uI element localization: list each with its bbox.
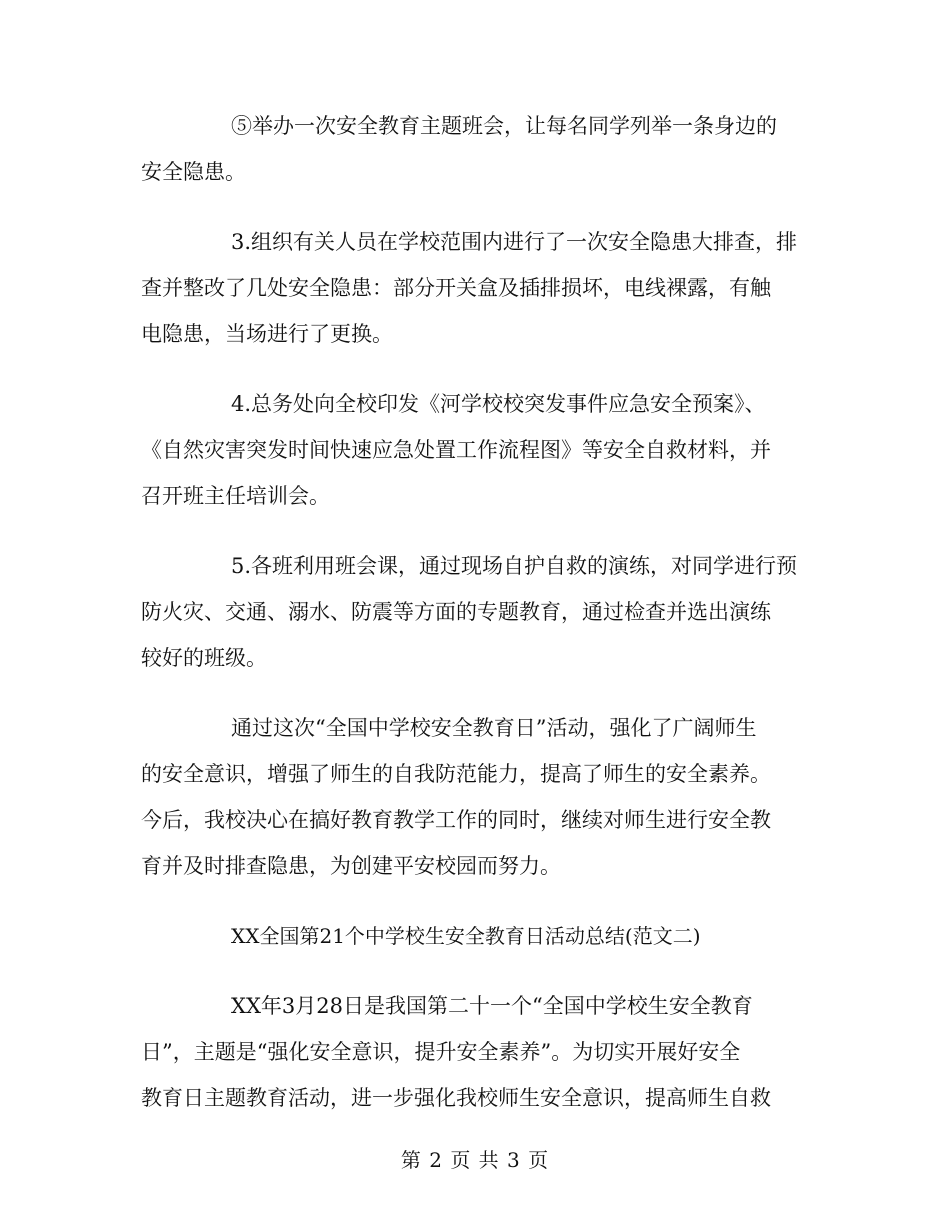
paragraph-line: ⑤举办一次安全教育主题班会，让每名同学列举一条身边的 — [231, 114, 777, 138]
page-number-footer: 第 2 页 共 3 页 — [400, 1148, 550, 1172]
paragraph-line: 的安全意识，增强了师生的自我防范能力，提高了师生的安全素养。 — [141, 762, 771, 786]
paragraph-section-5 — [141, 543, 813, 681]
paragraph-intro-sample-2 — [141, 983, 813, 1121]
paragraph-line: 召开班主任培训会。 — [141, 484, 330, 508]
paragraph-line: 通过这次“全国中学校安全教育日”活动，强化了广阔师生 — [231, 716, 757, 740]
paragraph-section-4 — [141, 381, 813, 519]
paragraph-line: 育并及时排查隐患，为创建平安校园而努力。 — [141, 854, 561, 878]
paragraph-line: 较好的班级。 — [141, 646, 267, 670]
paragraph-line: 防火灾、交通、溺水、防震等方面的专题教育，通过检查并选出演练 — [141, 600, 771, 624]
paragraph-line: 日”，主题是“强化安全意识，提升安全素养”。为切实开展好安全 — [141, 1040, 741, 1064]
section-heading: XX全国第21个中学校生安全教育日活动总结(范文二) — [231, 924, 701, 948]
paragraph-line: 4.总务处向全校印发《河学校校突发事件应急安全预案》、 — [231, 392, 766, 416]
paragraph-line: XX年3月28日是我国第二十一个“全国中学校生安全教育 — [231, 994, 753, 1018]
paragraph-item-5 — [141, 103, 813, 195]
paragraph-section-3 — [141, 219, 813, 357]
paragraph-conclusion — [141, 705, 813, 889]
paragraph-line: 今后，我校决心在搞好教育教学工作的同时，继续对师生进行安全教 — [141, 808, 771, 832]
document-body — [141, 103, 813, 1145]
paragraph-line: 安全隐患。 — [141, 160, 246, 184]
paragraph-line: 3.组织有关人员在学校范围内进行了一次安全隐患大排查，排 — [231, 230, 798, 254]
paragraph-line: 教育日主题教育活动，进一步强化我校师生安全意识，提高师生自救 — [141, 1086, 771, 1110]
paragraph-line: 电隐患，当场进行了更换。 — [141, 322, 393, 346]
paragraph-line: 查并整改了几处安全隐患：部分开关盒及插排损坏，电线裸露，有触 — [141, 276, 771, 300]
paragraph-line: 5.各班利用班会课，通过现场自护自救的演练，对同学进行预 — [231, 554, 798, 578]
paragraph-line: 《自然灾害突发时间快速应急处置工作流程图》等安全自救材料，并 — [141, 438, 771, 462]
